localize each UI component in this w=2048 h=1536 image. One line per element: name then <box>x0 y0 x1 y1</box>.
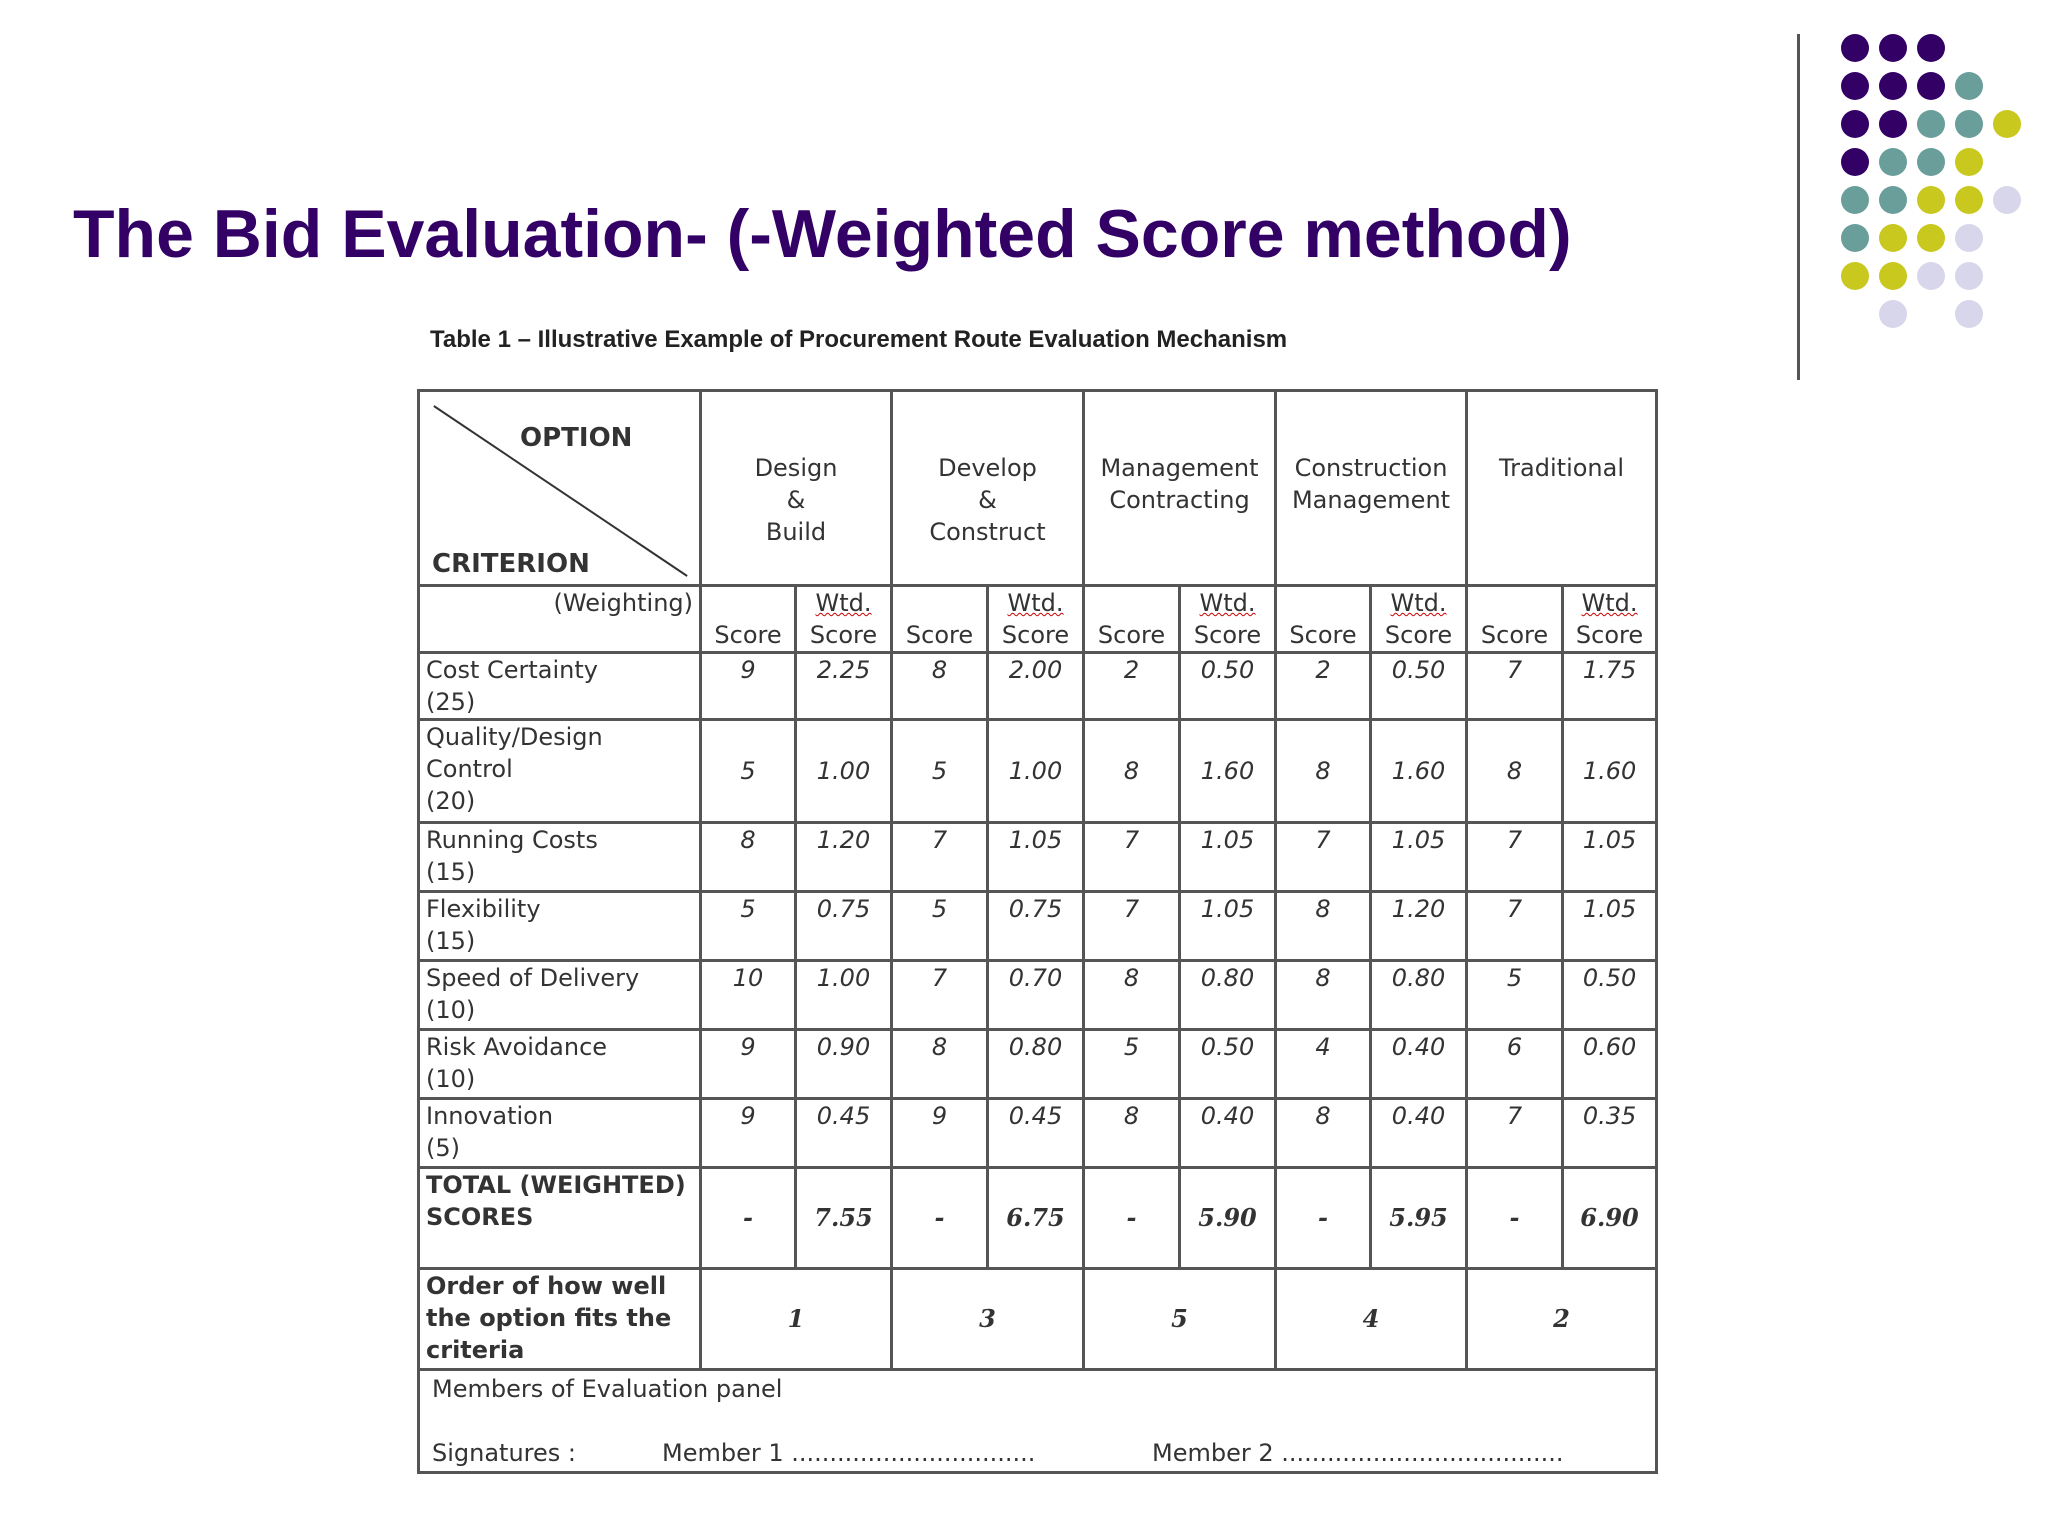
criterion-name: Risk Avoidance <box>426 1033 608 1061</box>
score-cell: 2 <box>1084 653 1180 720</box>
criterion-name: Innovation <box>426 1102 554 1130</box>
weighted-score-cell: 1.60 <box>1563 720 1657 823</box>
weighting-label: (Weighting) <box>419 586 701 653</box>
weighted-score-cell: 1.05 <box>1371 823 1467 892</box>
option-header-2 <box>892 391 1084 586</box>
decorative-dot <box>1955 300 1983 328</box>
score-subheader: Score <box>1276 586 1371 653</box>
weighted-score-cell: 0.60 <box>1563 1030 1657 1099</box>
weighted-score-cell: 1.05 <box>1180 823 1276 892</box>
score-cell: 8 <box>892 653 988 720</box>
score-cell: 8 <box>701 823 796 892</box>
table-row <box>419 720 1657 823</box>
signature-cell <box>419 1370 1657 1473</box>
criterion-cell <box>419 653 701 720</box>
member1-signature: Member 1 ................................ <box>662 1439 1036 1467</box>
total-score-cell: - <box>1467 1168 1563 1269</box>
weighted-score-subheader <box>1563 586 1657 653</box>
score-cell: 8 <box>892 1030 988 1099</box>
table-row <box>419 653 1657 720</box>
weighted-score-cell: 1.60 <box>1371 720 1467 823</box>
decorative-dot <box>1917 34 1945 62</box>
score-cell: 5 <box>1467 961 1563 1030</box>
header-row <box>419 391 1657 586</box>
weighted-score-cell: 1.05 <box>1563 823 1657 892</box>
score-subheader: Score <box>892 586 988 653</box>
weighted-score-cell: 1.00 <box>796 961 892 1030</box>
decorative-dot <box>1993 186 2021 214</box>
table-caption: Table 1 – Illustrative Example of Procurement Route Evaluation Mechanism <box>430 326 1288 353</box>
decorative-dot <box>1879 300 1907 328</box>
decorative-dot <box>1955 224 1983 252</box>
total-score-cell: - <box>1276 1168 1371 1269</box>
decorative-dot <box>1879 72 1907 100</box>
weighted-score-subheader <box>1371 586 1467 653</box>
criterion-weight: (20) <box>426 787 476 815</box>
score-cell: 7 <box>892 823 988 892</box>
weighted-score-cell: 0.50 <box>1371 653 1467 720</box>
option-header-line: Design <box>754 454 838 482</box>
score-cell: 9 <box>701 1099 796 1168</box>
option-header-line: Construction <box>1294 454 1448 482</box>
score-cell: 5 <box>892 892 988 961</box>
decorative-dot <box>1879 148 1907 176</box>
criterion-weight: (25) <box>426 688 476 716</box>
score-subheader: Score <box>1467 586 1563 653</box>
decorative-dot <box>1841 110 1869 138</box>
score-cell: 7 <box>1467 892 1563 961</box>
criterion-name: Quality/Design Control <box>426 723 603 783</box>
signature-line <box>432 1437 1643 1469</box>
score-cell: 9 <box>701 653 796 720</box>
rank-cell: 4 <box>1276 1269 1467 1370</box>
weighted-score-cell: 1.00 <box>988 720 1084 823</box>
score-cell: 7 <box>892 961 988 1030</box>
weighted-score-cell: 1.00 <box>796 720 892 823</box>
score-cell: 9 <box>892 1099 988 1168</box>
decorative-dot <box>1879 224 1907 252</box>
score-subheader: Score <box>701 586 796 653</box>
weighted-score-cell: 1.05 <box>1180 892 1276 961</box>
wtd-score-label: Score <box>1384 621 1453 649</box>
score-cell: 5 <box>892 720 988 823</box>
wtd-label: Wtd. <box>815 589 872 617</box>
criterion-weight: (5) <box>426 1134 460 1162</box>
weighted-score-cell: 0.80 <box>1180 961 1276 1030</box>
decorative-dot <box>1841 148 1869 176</box>
total-weighted-cell: 7.55 <box>796 1168 892 1269</box>
decorative-dot <box>1917 186 1945 214</box>
weighted-score-cell: 2.00 <box>988 653 1084 720</box>
total-score-cell: - <box>1084 1168 1180 1269</box>
weighted-score-cell: 0.40 <box>1180 1099 1276 1168</box>
decorative-dot <box>1841 224 1869 252</box>
order-row <box>419 1269 1657 1370</box>
score-cell: 8 <box>1467 720 1563 823</box>
weighted-score-cell: 1.20 <box>1371 892 1467 961</box>
weighted-score-subheader <box>988 586 1084 653</box>
signatures-label: Signatures : <box>432 1439 576 1467</box>
option-header-line: Construct <box>929 518 1046 546</box>
table-row <box>419 1099 1657 1168</box>
table-body <box>419 391 1657 1473</box>
weighted-score-cell: 0.90 <box>796 1030 892 1099</box>
evaluation-panel-label: Members of Evaluation panel <box>432 1375 783 1403</box>
total-weighted-cell: 6.90 <box>1563 1168 1657 1269</box>
score-subheader: Score <box>1084 586 1180 653</box>
criterion-name: Running Costs <box>426 826 598 854</box>
weighted-score-cell: 0.75 <box>796 892 892 961</box>
order-label: Order of how well the option fits the criteria <box>419 1269 701 1370</box>
weighted-score-cell: 0.40 <box>1371 1099 1467 1168</box>
wtd-label: Wtd. <box>1007 589 1064 617</box>
decorative-dot <box>1955 72 1983 100</box>
score-cell: 5 <box>1084 1030 1180 1099</box>
score-cell: 2 <box>1276 653 1371 720</box>
weighted-score-cell: 0.70 <box>988 961 1084 1030</box>
corner-option-label: OPTION <box>520 423 633 453</box>
score-cell: 10 <box>701 961 796 1030</box>
score-cell: 7 <box>1467 653 1563 720</box>
decorative-dot <box>1917 224 1945 252</box>
weighted-score-cell: 0.50 <box>1563 961 1657 1030</box>
decorative-dot <box>1955 262 1983 290</box>
weighted-score-cell: 0.80 <box>1371 961 1467 1030</box>
total-weighted-cell: 6.75 <box>988 1168 1084 1269</box>
criterion-weight: (10) <box>426 996 476 1024</box>
score-cell: 8 <box>1276 720 1371 823</box>
criterion-name: Cost Certainty <box>426 656 598 684</box>
decorative-dot <box>1955 186 1983 214</box>
decorative-dot <box>1955 110 1983 138</box>
weighted-score-cell: 0.35 <box>1563 1099 1657 1168</box>
criterion-cell <box>419 961 701 1030</box>
weighted-score-cell: 0.75 <box>988 892 1084 961</box>
criterion-cell <box>419 720 701 823</box>
total-row <box>419 1168 1657 1269</box>
score-cell: 7 <box>1467 823 1563 892</box>
wtd-label: Wtd. <box>1581 589 1638 617</box>
criterion-cell <box>419 1099 701 1168</box>
weighted-score-subheader <box>796 586 892 653</box>
decorative-dot <box>1879 186 1907 214</box>
footer-row <box>419 1370 1657 1473</box>
weighted-score-cell: 1.05 <box>1563 892 1657 961</box>
option-header-line: Contracting <box>1109 486 1250 514</box>
criterion-weight: (10) <box>426 1065 476 1093</box>
score-cell: 8 <box>1084 720 1180 823</box>
wtd-score-label: Score <box>809 621 878 649</box>
table-row <box>419 823 1657 892</box>
slide-title: The Bid Evaluation- (-Weighted Score method) <box>73 196 1572 272</box>
option-header-line: Build <box>765 518 827 546</box>
option-header-line: Management <box>1100 454 1259 482</box>
decorative-dot <box>1917 262 1945 290</box>
table-row <box>419 892 1657 961</box>
weighted-score-cell: 0.50 <box>1180 1030 1276 1099</box>
rank-cell: 2 <box>1467 1269 1657 1370</box>
decorative-dot <box>1879 110 1907 138</box>
total-score-cell: - <box>701 1168 796 1269</box>
weighted-score-cell: 0.45 <box>796 1099 892 1168</box>
decorative-dot <box>1917 148 1945 176</box>
decorative-dot <box>1879 34 1907 62</box>
wtd-label: Wtd. <box>1390 589 1447 617</box>
weighted-score-cell: 0.45 <box>988 1099 1084 1168</box>
total-score-cell: - <box>892 1168 988 1269</box>
decorative-dot <box>1917 72 1945 100</box>
total-label: TOTAL (WEIGHTED) SCORES <box>419 1168 701 1269</box>
wtd-score-label: Score <box>1575 621 1644 649</box>
option-header-line: & <box>978 486 997 514</box>
decorative-dot <box>1841 186 1869 214</box>
criterion-name: Speed of Delivery <box>426 964 640 992</box>
decorative-dot <box>1841 262 1869 290</box>
score-cell: 7 <box>1084 823 1180 892</box>
score-cell: 8 <box>1276 892 1371 961</box>
weighted-score-cell: 2.25 <box>796 653 892 720</box>
criterion-weight: (15) <box>426 858 476 886</box>
table-row <box>419 1030 1657 1099</box>
criterion-name: Flexibility <box>426 895 541 923</box>
option-header-line: Traditional <box>1499 454 1625 482</box>
option-header-5 <box>1467 391 1657 586</box>
score-cell: 5 <box>701 892 796 961</box>
decorative-dot <box>1917 110 1945 138</box>
score-cell: 7 <box>1084 892 1180 961</box>
weighted-score-subheader <box>1180 586 1276 653</box>
corner-header-cell <box>419 391 701 586</box>
score-cell: 8 <box>1084 961 1180 1030</box>
weighted-score-cell: 1.05 <box>988 823 1084 892</box>
rank-cell: 5 <box>1084 1269 1276 1370</box>
wtd-score-label: Score <box>1193 621 1262 649</box>
score-cell: 5 <box>701 720 796 823</box>
criterion-weight: (15) <box>426 927 476 955</box>
option-header-line: Develop <box>938 454 1037 482</box>
total-weighted-cell: 5.90 <box>1180 1168 1276 1269</box>
criterion-cell <box>419 1030 701 1099</box>
score-cell: 7 <box>1276 823 1371 892</box>
corner-criterion-label: CRITERION <box>432 549 590 579</box>
total-weighted-cell: 5.95 <box>1371 1168 1467 1269</box>
decorative-dot <box>1841 72 1869 100</box>
score-cell: 7 <box>1467 1099 1563 1168</box>
weighted-score-cell: 0.80 <box>988 1030 1084 1099</box>
option-header-4 <box>1276 391 1467 586</box>
score-cell: 8 <box>1276 961 1371 1030</box>
decorative-dot <box>1955 148 1983 176</box>
decorative-dot <box>1993 110 2021 138</box>
rank-cell: 3 <box>892 1269 1084 1370</box>
decorative-dot-grid <box>0 0 2048 340</box>
wtd-score-label: Score <box>1001 621 1070 649</box>
weighted-score-cell: 1.60 <box>1180 720 1276 823</box>
criterion-cell <box>419 892 701 961</box>
wtd-label: Wtd. <box>1199 589 1256 617</box>
option-header-line: & <box>786 486 806 514</box>
score-cell: 6 <box>1467 1030 1563 1099</box>
decorative-dot <box>1879 262 1907 290</box>
sub-header-row <box>419 586 1657 653</box>
score-cell: 4 <box>1276 1030 1371 1099</box>
score-cell: 8 <box>1276 1099 1371 1168</box>
weighted-score-cell: 0.50 <box>1180 653 1276 720</box>
criterion-cell <box>419 823 701 892</box>
decorative-dot <box>1841 34 1869 62</box>
score-cell: 9 <box>701 1030 796 1099</box>
member2-signature: Member 2 ..................................... <box>1152 1439 1564 1467</box>
divider-line <box>1797 34 1800 380</box>
rank-cell: 1 <box>701 1269 892 1370</box>
evaluation-table <box>417 389 1658 1474</box>
table-row <box>419 961 1657 1030</box>
weighted-score-cell: 1.75 <box>1563 653 1657 720</box>
option-header-1 <box>701 391 892 586</box>
option-header-3 <box>1084 391 1276 586</box>
weighted-score-cell: 1.20 <box>796 823 892 892</box>
weighted-score-cell: 0.40 <box>1371 1030 1467 1099</box>
option-header-line: Management <box>1291 486 1451 514</box>
score-cell: 8 <box>1084 1099 1180 1168</box>
